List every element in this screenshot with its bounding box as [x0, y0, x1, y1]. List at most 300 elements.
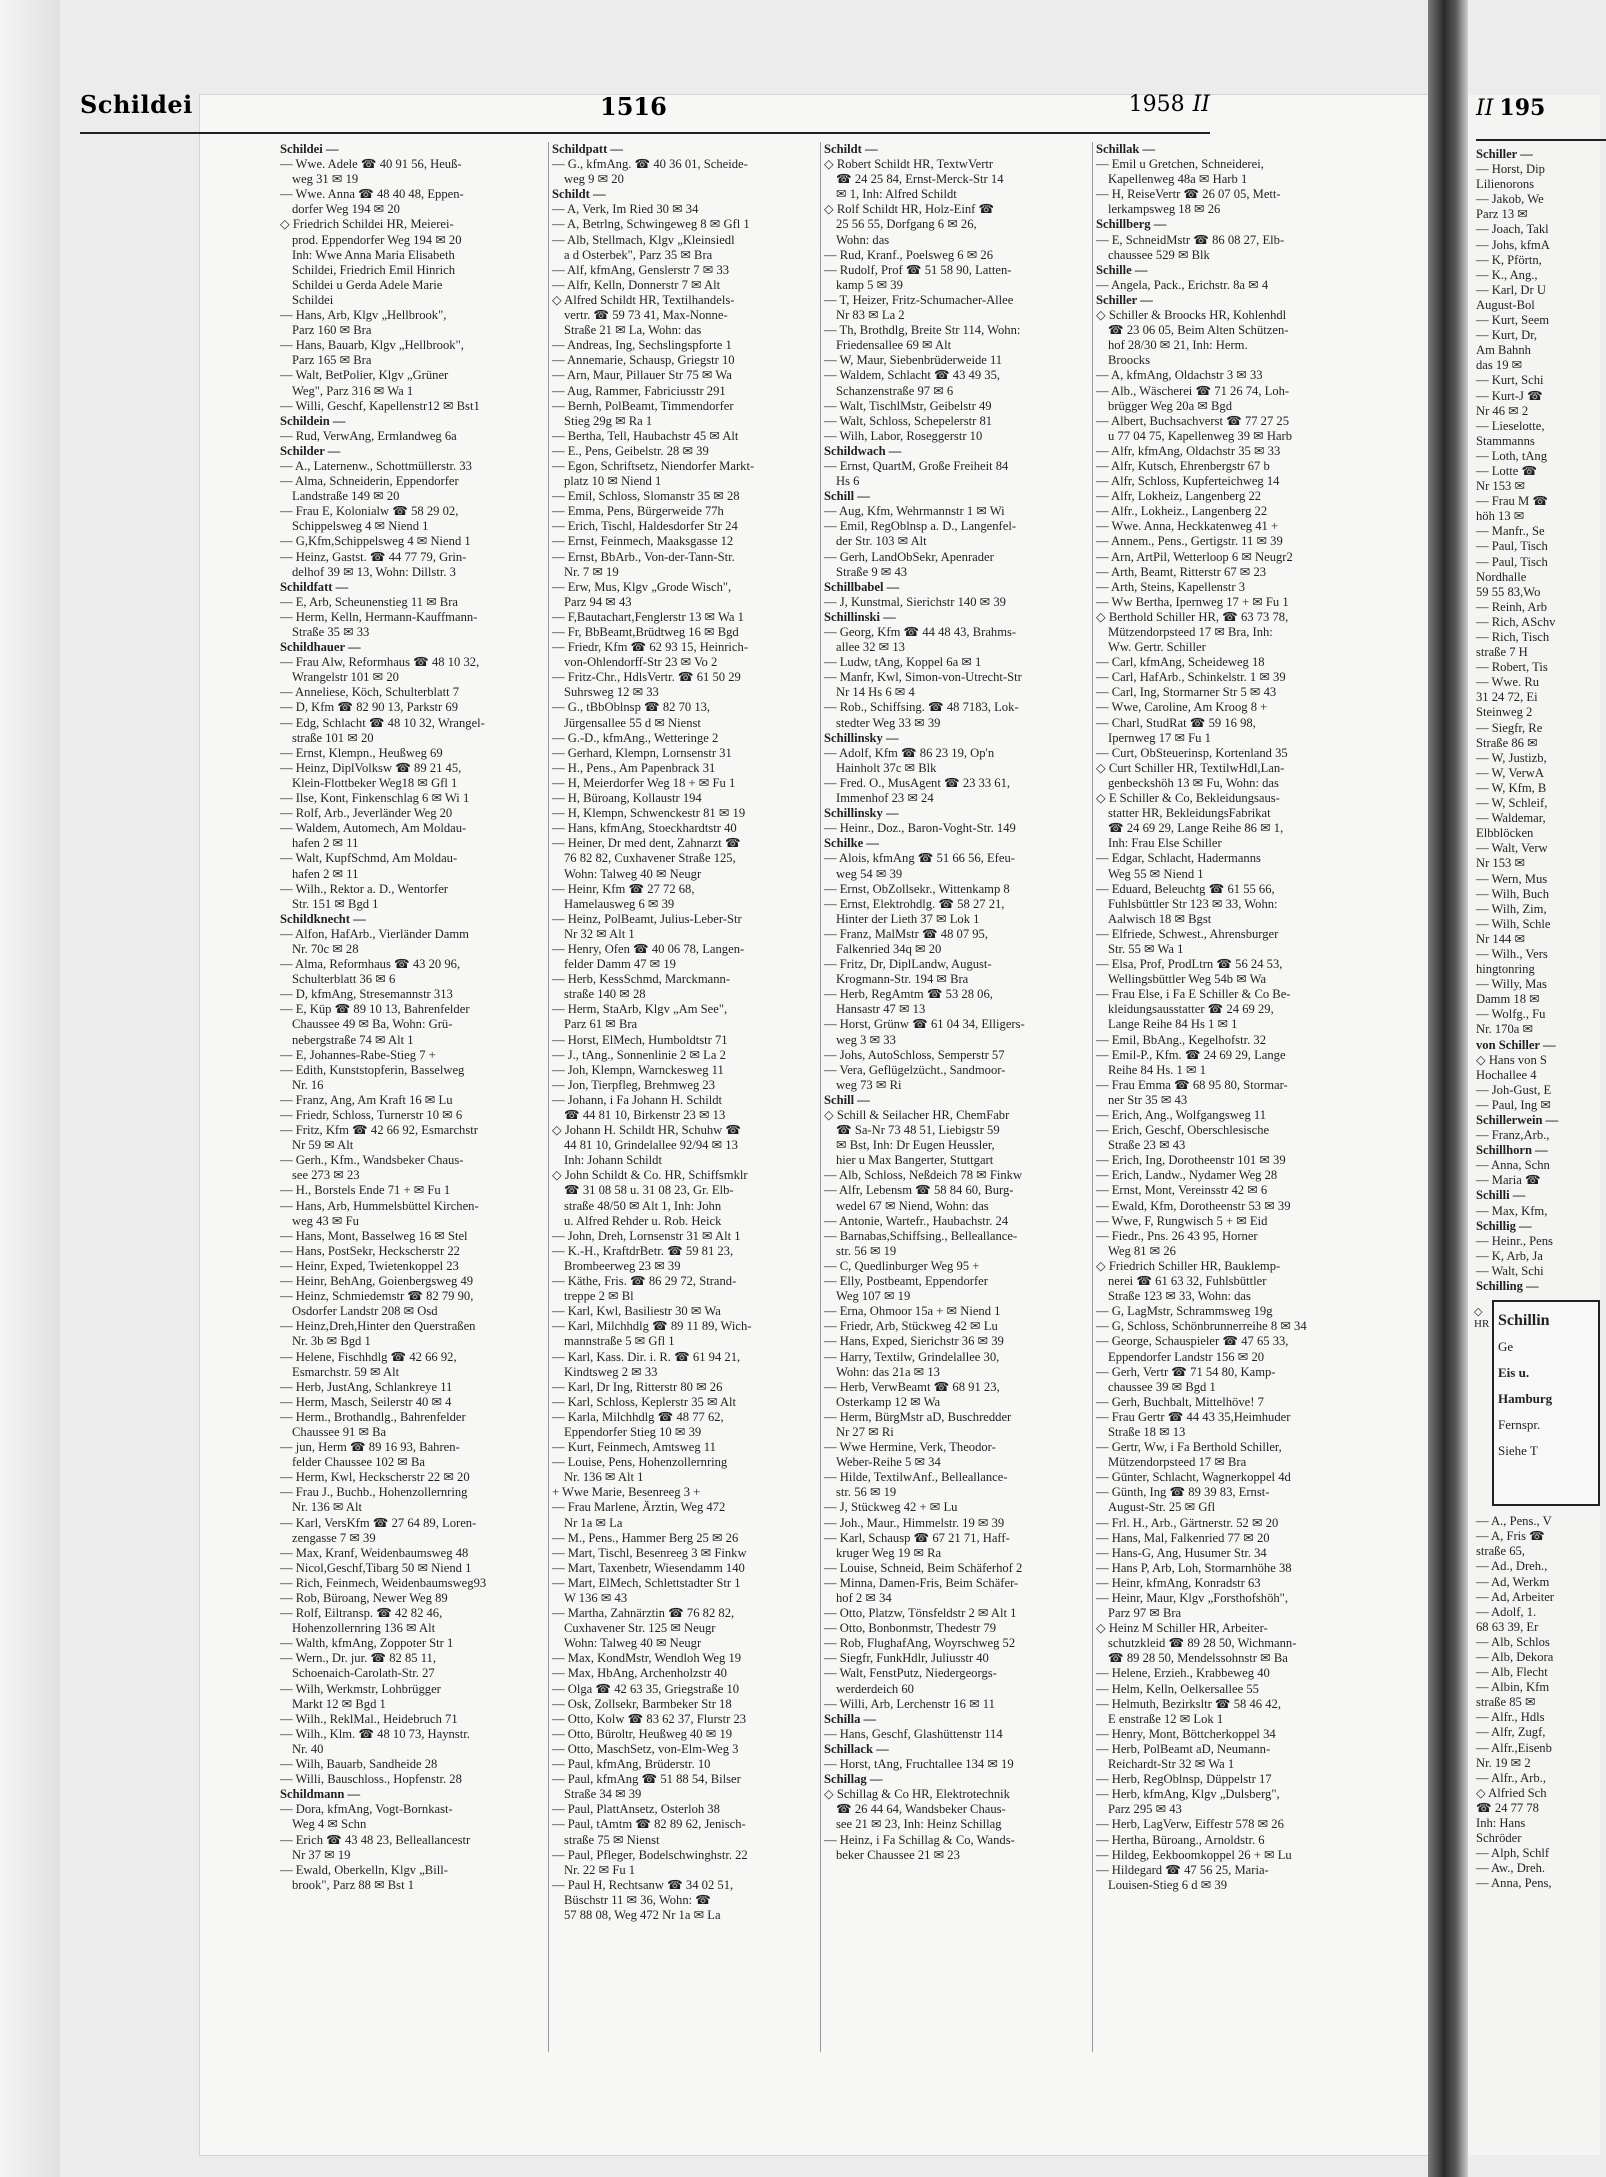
directory-entry-line: — Willy, Mas	[1476, 977, 1547, 992]
directory-entry-line: — Max, KondMstr, Wendloh Weg 19	[552, 1651, 742, 1666]
directory-entry-line: Nr 83 ✉ La 2	[836, 308, 905, 323]
directory-entry-line: — Arn, ArtPil, Wetterloop 6 ✉ Neugr2	[1096, 549, 1293, 564]
directory-entry-line: — Erich, Ing, Dorotheenstr 101 ✉ 39	[1096, 1153, 1286, 1168]
directory-entry-line: — Elfriede, Schwest., Ahrensburger	[1096, 926, 1279, 941]
directory-entry-line: Nr 59 ✉ Alt	[292, 1138, 354, 1153]
directory-entry-line: ☎ 44 81 10, Birkenstr 23 ✉ 13	[564, 1108, 726, 1122]
directory-entry-line: — Bernh, PolBeamt, Timmendorfer	[552, 398, 734, 413]
directory-entry-line: — Heinr, BehAng, Goienbergsweg 49	[280, 1274, 474, 1289]
directory-entry-line: — Gerh, LandObSekr, Apenrader	[824, 549, 994, 564]
directory-entry-line: der Str. 103 ✉ Alt	[836, 534, 927, 549]
directory-entry-line: — Alb, Schlos	[1476, 1634, 1550, 1649]
directory-entry-line: — Heinz,Dreh,Hinter den Querstraßen	[280, 1319, 476, 1334]
directory-entry-line: Straße 123 ✉ 33, Wohn: das	[1108, 1289, 1251, 1304]
directory-entry-line: straße 85 ✉	[1476, 1695, 1536, 1710]
directory-entry-line: — Käthe, Fris. ☎ 86 29 72, Strand-	[552, 1274, 737, 1289]
directory-entry-line: — Arth, Steins, Kapellenstr 3	[1096, 579, 1246, 594]
directory-entry-line: — Waldem, Schlacht ☎ 43 49 35,	[824, 368, 1001, 383]
directory-entry-line: — A., Laternenw., Schottmüllerstr. 33	[280, 458, 472, 473]
directory-entry-line: — Walt, Schloss, Schepelerstr 81	[824, 413, 993, 428]
directory-entry-line: — Erna, Ohmoor 15a + ✉ Niend 1	[824, 1304, 1001, 1319]
surname-heading: Schildhauer —	[280, 640, 361, 655]
directory-entry-line: — Wilh., Vers	[1476, 946, 1548, 961]
directory-entry-line: — Georg, Kfm ☎ 44 48 43, Brahms-	[824, 625, 1017, 639]
directory-entry-line: — Ad., Dreh.,	[1476, 1559, 1548, 1574]
directory-entry-line: — Otto, Platzw, Tönsfeldstr 2 ✉ Alt 1	[824, 1606, 1017, 1621]
directory-entry-line: Nr 37 ✉ 19	[292, 1847, 351, 1862]
directory-entry-line: — Wwe, F, Rungwisch 5 + ✉ Eid	[1096, 1213, 1268, 1228]
directory-entry-line: — Fritz-Chr., HdlsVertr. ☎ 61 50 29	[552, 670, 741, 685]
directory-entry-line: werderdeich 60	[836, 1681, 914, 1696]
directory-entry-line: Jürgensallee 55 d ✉ Nienst	[564, 715, 701, 730]
directory-entry-line: ◇ E Schiller & Co, Bekleidungsaus-	[1096, 791, 1280, 806]
directory-entry-line: Straße 35 ✉ 33	[292, 625, 370, 639]
surname-heading: Schildwach —	[824, 443, 902, 458]
directory-entry-line: brügger Weg 20a ✉ Bgd	[1108, 398, 1233, 413]
directory-entry-line: Mützendorpsteed 17 ✉ Bra	[1108, 1455, 1247, 1470]
directory-entry-line: — Rob., Schiffsing. ☎ 48 7183, Lok-	[824, 700, 1019, 715]
directory-entry-line: — Heinr, Maur, Klgv „Forsthofshöh",	[1096, 1591, 1288, 1605]
directory-entry-line: — J., tAng., Sonnenlinie 2 ✉ La 2	[552, 1047, 726, 1062]
directory-entry-line: beker Chaussee 21 ✉ 23	[836, 1847, 960, 1862]
directory-entry-line: Straße 18 ✉ 13	[1108, 1424, 1186, 1439]
directory-entry-line: — Wwe. Ru	[1476, 675, 1540, 690]
directory-entry-line: — Paul, Pfleger, Bodelschwinghstr. 22	[552, 1847, 748, 1862]
directory-entry-line: — K.-H., KraftdrBetr. ☎ 59 81 23,	[552, 1243, 734, 1258]
directory-entry-line: — Walt, BetPolier, Klgv „Grüner	[280, 368, 449, 383]
surname-heading: Schillberg —	[1096, 217, 1167, 232]
directory-entry-line: Nr 32 ✉ Alt 1	[564, 926, 635, 941]
page-header	[80, 90, 1210, 130]
directory-entry-line: platz 10 ✉ Niend 1	[564, 474, 662, 489]
directory-entry-line: — G, LagMstr, Schrammsweg 19g	[1096, 1304, 1273, 1319]
directory-entry-line: — Herb, RegAmtm ☎ 53 28 06,	[824, 987, 993, 1002]
surname-heading: Schillak —	[1096, 142, 1156, 156]
directory-entry-line: — Curt, ObSteuerinsp, Kortenland 35	[1096, 745, 1288, 760]
left-book-edge	[0, 0, 60, 2177]
directory-entry-line: Parz 165 ✉ Bra	[292, 353, 372, 368]
directory-entry-line: — Aw., Dreh.	[1476, 1861, 1546, 1876]
directory-entry-line: — Heinz, Schmiedemstr ☎ 82 79 90,	[280, 1289, 474, 1304]
next-year: 195	[1499, 95, 1546, 121]
directory-entry-line: Wrangelstr 101 ✉ 20	[292, 670, 399, 685]
directory-entry-line: Schildei	[292, 292, 334, 307]
directory-entry-line: zengasse 7 ✉ 39	[292, 1530, 376, 1545]
ad-line: Eis u.	[1498, 1365, 1530, 1381]
directory-entry-line: — Emil u Gretchen, Schneiderei,	[1096, 157, 1264, 172]
directory-entry-line: — Wilh., Rektor a. D., Wentorfer	[280, 881, 448, 896]
next-page-edge	[1468, 95, 1600, 2155]
directory-entry-line: — Aug, Rammer, Fabriciusstr 291	[552, 383, 726, 398]
directory-entry-line: — Franz, Ang, Am Kraft 16 ✉ Lu	[280, 1092, 453, 1107]
directory-entry-line: — K., Ang.,	[1476, 267, 1538, 282]
next-page-rule	[1476, 139, 1606, 141]
directory-entry-line: straße 7 H	[1476, 645, 1528, 660]
directory-entry-line: — Herm, Kwl, Heckscherstr 22 ✉ 20	[280, 1470, 470, 1485]
directory-entry-line: Weg 4 ✉ Schn	[292, 1817, 367, 1832]
directory-entry-line: straße 140 ✉ 28	[564, 987, 646, 1002]
directory-entry-line: — Maria ☎	[1476, 1173, 1541, 1188]
directory-entry-line: — Alfr, Lebensm ☎ 58 84 60, Burg-	[824, 1183, 1014, 1198]
directory-entry-line: — Emma, Pens, Bürgerweide 77h	[552, 504, 724, 519]
directory-entry-line: Nr. 136 ✉ Alt	[292, 1500, 363, 1515]
surname-heading: Schille —	[1096, 262, 1148, 277]
directory-entry-line: — Ewald, Oberkelln, Klgv „Bill-	[280, 1862, 448, 1877]
directory-entry-line: — Max, HbAng, Archenholzstr 40	[552, 1666, 727, 1681]
directory-entry-line: nerei ☎ 61 63 32, Fuhlsbüttler	[1108, 1274, 1267, 1289]
directory-entry-line: a d Osterbek", Parz 35 ✉ Bra	[564, 247, 713, 262]
directory-entry-line: felder Damm 47 ✉ 19	[564, 957, 676, 972]
directory-entry-line: — Karl, Kass. Dir. i. R. ☎ 61 94 21,	[552, 1349, 741, 1364]
directory-entry-line: Hamelausweg 6 ✉ 39	[564, 896, 675, 911]
directory-entry-line: Markt 12 ✉ Bgd 1	[292, 1696, 386, 1711]
directory-entry-line: — J, Kunstmal, Sierichstr 140 ✉ 39	[824, 594, 1006, 609]
directory-entry-line: — Alfr, kfmAng, Oldachstr 35 ✉ 33	[1096, 443, 1281, 458]
directory-entry-line: — C, Quedlinburger Weg 95 +	[824, 1258, 980, 1273]
directory-entry-line: ◇ John Schildt & Co. HR, Schiffsmklr	[552, 1168, 748, 1183]
surname-heading: Schillhorn —	[1476, 1143, 1548, 1158]
directory-entry-line: Weg 55 ✉ Niend 1	[1108, 866, 1204, 881]
directory-entry-line: — Adolf, Kfm ☎ 86 23 19, Op'n	[824, 745, 995, 760]
directory-entry-line: August-Bol	[1476, 297, 1535, 312]
directory-entry-line: — Wern, Mus	[1476, 871, 1548, 886]
directory-entry-line: — Helene, Fischhdlg ☎ 42 66 92,	[280, 1349, 457, 1364]
directory-column-3	[824, 142, 1086, 2052]
surname-heading: Schildpatt —	[552, 142, 624, 156]
directory-entry-line: allee 32 ✉ 13	[836, 640, 905, 655]
directory-entry-line: — G, Schloss, Schönbrunnerreihe 8 ✉ 34	[1096, 1319, 1307, 1334]
directory-entry-line: Nr. 136 ✉ Alt 1	[564, 1470, 644, 1485]
directory-entry-line: brook", Parz 88 ✉ Bst 1	[292, 1877, 415, 1892]
directory-entry-line: 44 81 10, Grindelallee 92/94 ✉ 13	[564, 1138, 738, 1153]
directory-entry-line: — Paul, tAmtm ☎ 82 89 62, Jenisch-	[552, 1817, 746, 1832]
directory-entry-line: — A., Pens., V	[1476, 1514, 1552, 1529]
directory-entry-line: — Karl, VersKfm ☎ 27 64 89, Loren-	[280, 1515, 477, 1530]
directory-entry-line: Straße 21 ✉ La, Wohn: das	[564, 323, 702, 338]
directory-entry-line: ✉ 1, Inh: Alfred Schildt	[836, 187, 957, 202]
next-page-column	[1476, 147, 1600, 2147]
directory-entry-line: — Herb, RegOblnsp, Düppelstr 17	[1096, 1772, 1272, 1787]
surname-heading: Schildmann —	[280, 1787, 361, 1802]
directory-entry-line: — Karl, Dr U	[1476, 282, 1546, 297]
directory-entry-line: — Otto, Bonbonmstr, Thedestr 79	[824, 1621, 997, 1636]
directory-entry-line: ◇ Alfred Schildt HR, Textilhandels-	[552, 292, 735, 307]
directory-entry-line: — Wilh, Zim,	[1476, 901, 1547, 916]
directory-entry-line: — Ernst, QuartM, Große Freiheit 84	[824, 458, 1009, 473]
surname-heading: Schilling —	[1476, 1279, 1539, 1294]
directory-entry-line: — Kurt, Feinmech, Amtsweg 11	[552, 1440, 716, 1455]
directory-entry-line: — K, Arb, Ja	[1476, 1248, 1543, 1263]
directory-entry-line: — K, Pförtn,	[1476, 252, 1542, 267]
directory-entry-line: ner Str 35 ✉ 43	[1108, 1092, 1188, 1107]
directory-entry-line: Nr. 7 ✉ 19	[564, 564, 619, 579]
directory-entry-line: — Johs, AutoSchloss, Semperstr 57	[824, 1047, 1005, 1062]
directory-entry-line: u 77 04 75, Kapellenweg 39 ✉ Harb	[1108, 428, 1293, 443]
directory-entry-line: — Frau Alw, Reformhaus ☎ 48 10 32,	[280, 655, 480, 670]
directory-entry-line: — Max, Kfm,	[1476, 1203, 1548, 1218]
directory-entry-line: — Robert, Tis	[1476, 660, 1548, 675]
directory-entry-line: — Rud, VerwAng, Ermlandweg 6a	[280, 428, 457, 443]
directory-entry-line: — John, Dreh, Lornsenstr 31 ✉ Alt 1	[552, 1228, 741, 1243]
surname-heading: Schildfatt —	[280, 579, 349, 594]
directory-entry-line: — Anna, Pens,	[1476, 1876, 1552, 1891]
directory-entry-line: — Olga ☎ 42 63 35, Griegstraße 10	[552, 1681, 740, 1696]
directory-entry-line: — Hans, Exped, Sierichstr 36 ✉ 39	[824, 1334, 1004, 1349]
directory-entry-line: Nr. 22 ✉ Fu 1	[564, 1862, 636, 1877]
directory-entry-line: ◇ Rolf Schildt HR, Holz-Einf ☎	[824, 202, 995, 217]
page-number: 1516	[600, 92, 667, 121]
directory-entry-line: str. 56 ✉ 19	[836, 1485, 897, 1500]
directory-entry-line: ☎ Sa-Nr 73 48 51, Liebigstr 59	[836, 1123, 1000, 1138]
directory-entry-line: Am Bahnh	[1476, 343, 1531, 358]
directory-entry-line: — Edith, Kunststopferin, Basselweg	[280, 1062, 465, 1077]
directory-entry-line: Elbblöcken	[1476, 826, 1534, 841]
directory-entry-line: — Gerhard, Klempn, Lornsenstr 31	[552, 745, 732, 760]
directory-entry-line: — Ilse, Kont, Finkenschlag 6 ✉ Wi 1	[280, 791, 470, 806]
directory-entry-line: — Rolf, Eiltransp. ☎ 42 82 46,	[280, 1606, 443, 1621]
directory-entry-line: — Andreas, Ing, Sechslingspforte 1	[552, 338, 732, 353]
directory-entry-line: — Helmuth, Bezirksltr ☎ 58 46 42,	[1096, 1696, 1281, 1711]
advertisement-box	[1492, 1300, 1600, 1506]
directory-entry-line: Eppendorfer Landstr 156 ✉ 20	[1108, 1349, 1265, 1364]
directory-column-1	[280, 142, 542, 2052]
directory-entry-line: — Fr, BbBeamt,Brüdtweg 16 ✉ Bgd	[552, 625, 739, 639]
directory-entry-line: E enstraße 12 ✉ Lok 1	[1108, 1711, 1224, 1726]
directory-entry-line: — Nicol,Geschf,Tibarg 50 ✉ Niend 1	[280, 1560, 472, 1575]
directory-entry-line: — Alfr, Zugf,	[1476, 1725, 1546, 1740]
directory-entry-line: — Horst, Grünw ☎ 61 04 34, Elligers-	[824, 1017, 1025, 1032]
directory-entry-line: ◇ Hans von S	[1476, 1052, 1547, 1067]
directory-entry-line: kamp 5 ✉ 39	[836, 277, 903, 292]
directory-entry-line: — Horst, tAng, Fruchtallee 134 ✉ 19	[824, 1757, 1014, 1772]
directory-entry-line: — Horst, ElMech, Humboldtstr 71	[552, 1032, 728, 1047]
directory-entry-line: — Rudolf, Prof ☎ 51 58 90, Latten-	[824, 262, 1012, 277]
directory-entry-line: Klein-Flottbeker Weg18 ✉ Gfl 1	[292, 775, 458, 790]
directory-entry-line: — Anneliese, Köch, Schulterblatt 7	[280, 685, 460, 700]
directory-entry-line: — Johs, kfmA	[1476, 237, 1550, 252]
directory-entry-line: — Johann, i Fa Johann H. Schildt	[552, 1092, 723, 1107]
directory-entry-line: — Wilh, Bauarb, Sandheide 28	[280, 1757, 438, 1772]
directory-entry-line: statter HR, BekleidungsFabrikat	[1108, 806, 1271, 821]
directory-entry-line: Ipernweg 17 ✉ Fu 1	[1108, 730, 1211, 745]
directory-entry-line: — Carl, kfmAng, Scheideweg 18	[1096, 655, 1265, 670]
directory-entry-line: — Adolf, 1.	[1476, 1604, 1537, 1619]
directory-entry-line: Inh: Hans	[1476, 1816, 1526, 1830]
directory-entry-line: Hochallee 4	[1476, 1067, 1537, 1082]
directory-entry-line: — Th, Brothdlg, Breite Str 114, Wohn:	[824, 323, 1021, 338]
directory-entry-line: — Paul, Ing ✉	[1476, 1097, 1551, 1112]
directory-entry-line: — Joh, Klempn, Warnckesweg 11	[552, 1062, 724, 1077]
directory-entry-line: — Otto, Büroltr, Heußweg 40 ✉ 19	[552, 1726, 733, 1741]
directory-entry-line: — Erich ☎ 43 48 23, Belleallancestr	[280, 1832, 471, 1847]
directory-entry-line: — Fritz, Dr, DiplLandw, August-	[824, 957, 992, 972]
directory-entry-line: — Erich, Ang., Wolfgangsweg 11	[1096, 1108, 1267, 1122]
directory-entry-line: — G.-D., kfmAng., Wetteringe 2	[552, 730, 719, 745]
directory-entry-line: — Henry, Ofen ☎ 40 06 78, Langen-	[552, 941, 745, 956]
directory-entry-line: — Joach, Takl	[1476, 222, 1549, 237]
directory-entry-line: — Mart, ElMech, Schlettstadter Str 1	[552, 1575, 741, 1590]
directory-entry-line: — Mart, Taxenbetr, Wiesendamm 140	[552, 1560, 745, 1575]
directory-entry-line: Kindtsweg 2 ✉ 33	[564, 1364, 658, 1379]
directory-entry-line: ✉ Bst, Inh: Dr Eugen Heussler,	[836, 1138, 995, 1153]
directory-entry-line: — Herb, LagVerw, Eiffestr 578 ✉ 26	[1096, 1817, 1284, 1832]
directory-entry-line: — Aug, Kfm, Wehrmannstr 1 ✉ Wi	[824, 504, 1005, 519]
directory-entry-line: prod. Eppendorfer Weg 194 ✉ 20	[292, 232, 462, 247]
directory-entry-line: — Friedr, Schloss, Turnerstr 10 ✉ 6	[280, 1108, 463, 1122]
directory-entry-line: Hinter der Lieth 37 ✉ Lok 1	[836, 911, 980, 926]
directory-entry-line: mannstraße 5 ✉ Gfl 1	[564, 1334, 675, 1349]
directory-entry-line: Nr. 19 ✉ 2	[1476, 1755, 1531, 1770]
ad-line: Fernspr.	[1498, 1417, 1541, 1433]
directory-entry-line: — Erich, Tischl, Haldesdorfer Str 24	[552, 519, 738, 534]
directory-entry-line: — Hertha, Büroang., Arnoldstr. 6	[1096, 1832, 1265, 1847]
directory-entry-line: — Paul, PlattAnsetz, Osterloh 38	[552, 1802, 720, 1817]
directory-entry-line: Büschstr 11 ✉ 36, Wohn: ☎	[564, 1892, 711, 1907]
directory-entry-line: Schildei u Gerda Adele Marie	[292, 277, 443, 292]
directory-entry-line: — Erw, Mus, Klgv „Grode Wisch",	[552, 579, 732, 594]
directory-entry-line: Reichardt-Str 32 ✉ Wa 1	[1108, 1757, 1235, 1772]
directory-entry-line: — Günth, Ing ☎ 89 39 83, Ernst-	[1096, 1485, 1270, 1500]
directory-entry-line: Damm 18 ✉	[1476, 992, 1540, 1007]
directory-entry-line: treppe 2 ✉ Bl	[564, 1289, 634, 1304]
directory-entry-line: Steinweg 2	[1476, 705, 1533, 720]
directory-entry-line: — Ernst, Feinmech, Maaksgasse 12	[552, 534, 734, 549]
directory-entry-line: — Louise, Schneid, Beim Schäferhof 2	[824, 1560, 1023, 1575]
directory-entry-line: — Wilh, Schle	[1476, 916, 1551, 931]
directory-entry-line: — D, kfmAng, Stresemannstr 313	[280, 987, 453, 1002]
directory-entry-line: — Erich, Landw., Nydamer Weg 28	[1096, 1168, 1278, 1183]
directory-entry-line: — Carl, HafArb., Schinkelstr. 1 ✉ 39	[1096, 670, 1286, 685]
directory-entry-line: — E, Küp ☎ 89 10 13, Bahrenfelder	[280, 1002, 470, 1017]
directory-entry-line: — Paul, kfmAng ☎ 51 88 54, Bilser	[552, 1772, 741, 1787]
directory-entry-line: Hohenzollernring 136 ✉ Alt	[292, 1621, 436, 1636]
directory-entry-line: — Wilh., ReklMal., Heidebruch 71	[280, 1711, 458, 1726]
directory-entry-line: see 21 ✉ 23, Inh: Heinz Schillag	[836, 1817, 1002, 1832]
directory-entry-line: Inh: Frau Else Schiller	[1108, 836, 1222, 851]
directory-entry-line: — Emil-P., Kfm. ☎ 24 69 29, Lange	[1096, 1047, 1286, 1062]
directory-entry-line: — Waldem, Automech, Am Moldau-	[280, 821, 467, 836]
directory-entry-line: — Hans, Arb, Klgv „Hellbrook",	[280, 308, 447, 323]
directory-entry-line: weg 31 ✉ 19	[292, 172, 359, 187]
directory-entry-line: — Loth, tAng	[1476, 448, 1548, 463]
directory-entry-line: Aalwisch 18 ✉ Bgst	[1108, 911, 1212, 926]
directory-entry-line: Wellingsbüttler Weg 54b ✉ Wa	[1108, 972, 1267, 987]
surname-heading: Schildt —	[552, 187, 606, 202]
directory-entry-line: Nr. 16	[292, 1077, 324, 1092]
ad-line: Ge	[1498, 1339, 1514, 1355]
directory-entry-line: — T, Heizer, Fritz-Schumacher-Allee	[824, 292, 1014, 307]
directory-entry-line: Reihe 84 Hs. 1 ✉ 1	[1108, 1062, 1207, 1077]
surname-heading: Schillbabel —	[824, 579, 900, 594]
directory-entry-line: weg 43 ✉ Fu	[292, 1213, 359, 1228]
directory-entry-line: — Elly, Postbeamt, Eppendorfer	[824, 1274, 988, 1289]
directory-entry-line: — Jakob, We	[1476, 192, 1544, 207]
directory-entry-line: — Louise, Pens, Hohenzollernring	[552, 1455, 728, 1470]
directory-entry-line: — F,Bautachart,Fenglerstr 13 ✉ Wa 1	[552, 609, 744, 624]
directory-entry-line: — Waldemar,	[1476, 811, 1546, 826]
directory-entry-line: — Kurt-J ☎	[1476, 388, 1543, 403]
directory-entry-line: — Otto, MaschSetz, von-Elm-Weg 3	[552, 1741, 739, 1756]
directory-entry-line: — Alfr, Kelln, Donnerstr 7 ✉ Alt	[552, 277, 721, 292]
directory-entry-line: — E., Pens, Geibelstr. 28 ✉ 39	[552, 443, 709, 458]
directory-entry-line: — Hans, Mal, Falkenried 77 ✉ 20	[1096, 1530, 1270, 1545]
directory-entry-line: — Herb, JustAng, Schlankreye 11	[280, 1379, 453, 1394]
directory-entry-line: — G., kfmAng. ☎ 40 36 01, Scheide-	[552, 157, 748, 172]
directory-entry-line: Inh: Johann Schildt	[564, 1153, 662, 1168]
directory-entry-line: — Osk, Zollsekr, Barmbeker Str 18	[552, 1696, 732, 1711]
directory-entry-line: — Paul, Tisch	[1476, 539, 1548, 554]
directory-entry-line: Landstraße 149 ✉ 20	[292, 489, 400, 504]
directory-entry-line: — Alois, kfmAng ☎ 51 66 56, Efeu-	[824, 851, 1015, 866]
directory-entry-line: — Alfr., Arb.,	[1476, 1770, 1546, 1785]
directory-entry-line: str. 56 ✉ 19	[836, 1243, 897, 1258]
directory-entry-line: — Hans-G, Ang, Husumer Str. 34	[1096, 1545, 1267, 1560]
surname-heading: Schildt —	[824, 142, 878, 156]
directory-entry-line: — E, SchneidMstr ☎ 86 08 27, Elb-	[1096, 232, 1285, 247]
directory-entry-line: — Dora, kfmAng, Vogt-Bornkast-	[280, 1802, 453, 1817]
directory-entry-line: — Albert, Buchsachverst ☎ 77 27 25	[1096, 413, 1290, 428]
surname-heading: von Schiller —	[1476, 1037, 1556, 1052]
directory-entry-line: — Alfr., Hdls	[1476, 1710, 1545, 1725]
directory-entry-line: kruger Weg 19 ✉ Ra	[836, 1545, 942, 1560]
directory-entry-line: — Fiedr., Pns. 26 43 95, Horner	[1096, 1228, 1258, 1243]
directory-entry-line: Parz 94 ✉ 43	[564, 594, 632, 609]
directory-entry-line: — Rich, Feinmech, Weidenbaumsweg93	[280, 1575, 487, 1590]
directory-entry-line: ☎ 26 44 64, Wandsbeker Chaus-	[836, 1802, 1006, 1817]
directory-entry-line: — W, Schleif,	[1476, 796, 1548, 811]
directory-entry-line: — Franz, MalMstr ☎ 48 07 95,	[824, 926, 989, 941]
directory-column-2	[552, 142, 814, 2052]
directory-entry-line: — D, Kfm ☎ 82 90 13, Parkstr 69	[280, 700, 458, 715]
next-page-entries-bottom	[1476, 1514, 1600, 1891]
directory-entry-line: Nr. 170a ✉	[1476, 1022, 1534, 1037]
directory-entry-line: straße 65,	[1476, 1544, 1525, 1559]
directory-entry-line: — Alma, Schneiderin, Eppendorfer	[280, 474, 459, 489]
next-page-entries-top	[1476, 147, 1600, 1294]
directory-entry-line: Parz 13 ✉	[1476, 207, 1528, 222]
directory-entry-line: — Edg, Schlacht ☎ 48 10 32, Wrangel-	[280, 715, 485, 730]
directory-entry-line: 25 56 55, Dorfgang 6 ✉ 26,	[836, 217, 977, 232]
directory-entry-line: Wohn: Talweg 40 ✉ Neugr	[564, 1636, 702, 1651]
directory-entry-line: Krogmann-Str. 194 ✉ Bra	[836, 972, 969, 987]
directory-entry-line: — Friedr, Arb, Stückweg 42 ✉ Lu	[824, 1319, 998, 1334]
directory-entry-line: — Anna, Schn	[1476, 1158, 1550, 1173]
directory-entry-line: — Alfr, Schloss, Kupferteichweg 14	[1096, 474, 1280, 489]
column-divider	[820, 142, 821, 2052]
directory-entry-line: — Martha, Zahnärztin ☎ 76 82 82,	[552, 1606, 735, 1621]
directory-entry-line: — G., tBbOblnsp ☎ 82 70 13,	[552, 700, 711, 715]
directory-entry-line: u. Alfred Rehder u. Rob. Heick	[564, 1213, 722, 1228]
directory-entry-line: genbeckshöh 13 ✉ Fu, Wohn: das	[1108, 775, 1279, 790]
directory-entry-line: Schoenaich-Carolath-Str. 27	[292, 1666, 435, 1681]
directory-entry-line: Schröder	[1476, 1831, 1522, 1846]
directory-entry-line: Schippelsweg 4 ✉ Niend 1	[292, 519, 429, 534]
directory-entry-line: — Wwe. Anna ☎ 48 40 48, Eppen-	[280, 187, 464, 202]
directory-entry-line: ◇ Schill & Seilacher HR, ChemFabr	[824, 1108, 1010, 1122]
surname-heading: Schiller —	[1096, 292, 1153, 307]
next-page-header	[1476, 95, 1545, 121]
directory-entry-line: 76 82 82, Cuxhavener Straße 125,	[564, 851, 736, 866]
directory-entry-line: ☎ 24 25 84, Ernst-Merck-Str 14	[836, 172, 1004, 187]
directory-entry-line: — Alb, Schloss, Neßdeich 78 ✉ Finkw	[824, 1168, 1023, 1183]
directory-entry-line: ☎ 89 28 50, Mendelssohnstr ✉ Ba	[1108, 1651, 1288, 1666]
directory-entry-line: wedel 67 ✉ Niend, Wohn: das	[836, 1198, 989, 1213]
directory-entry-line: hingtonring	[1476, 962, 1535, 977]
directory-entry-line: Hansastr 47 ✉ 13	[836, 1002, 926, 1017]
directory-entry-line: 68 63 39, Er	[1476, 1619, 1539, 1634]
directory-entry-line: Straße 9 ✉ 43	[836, 564, 908, 579]
directory-entry-line: Mützendorpsteed 17 ✉ Bra, Inh:	[1108, 625, 1273, 639]
